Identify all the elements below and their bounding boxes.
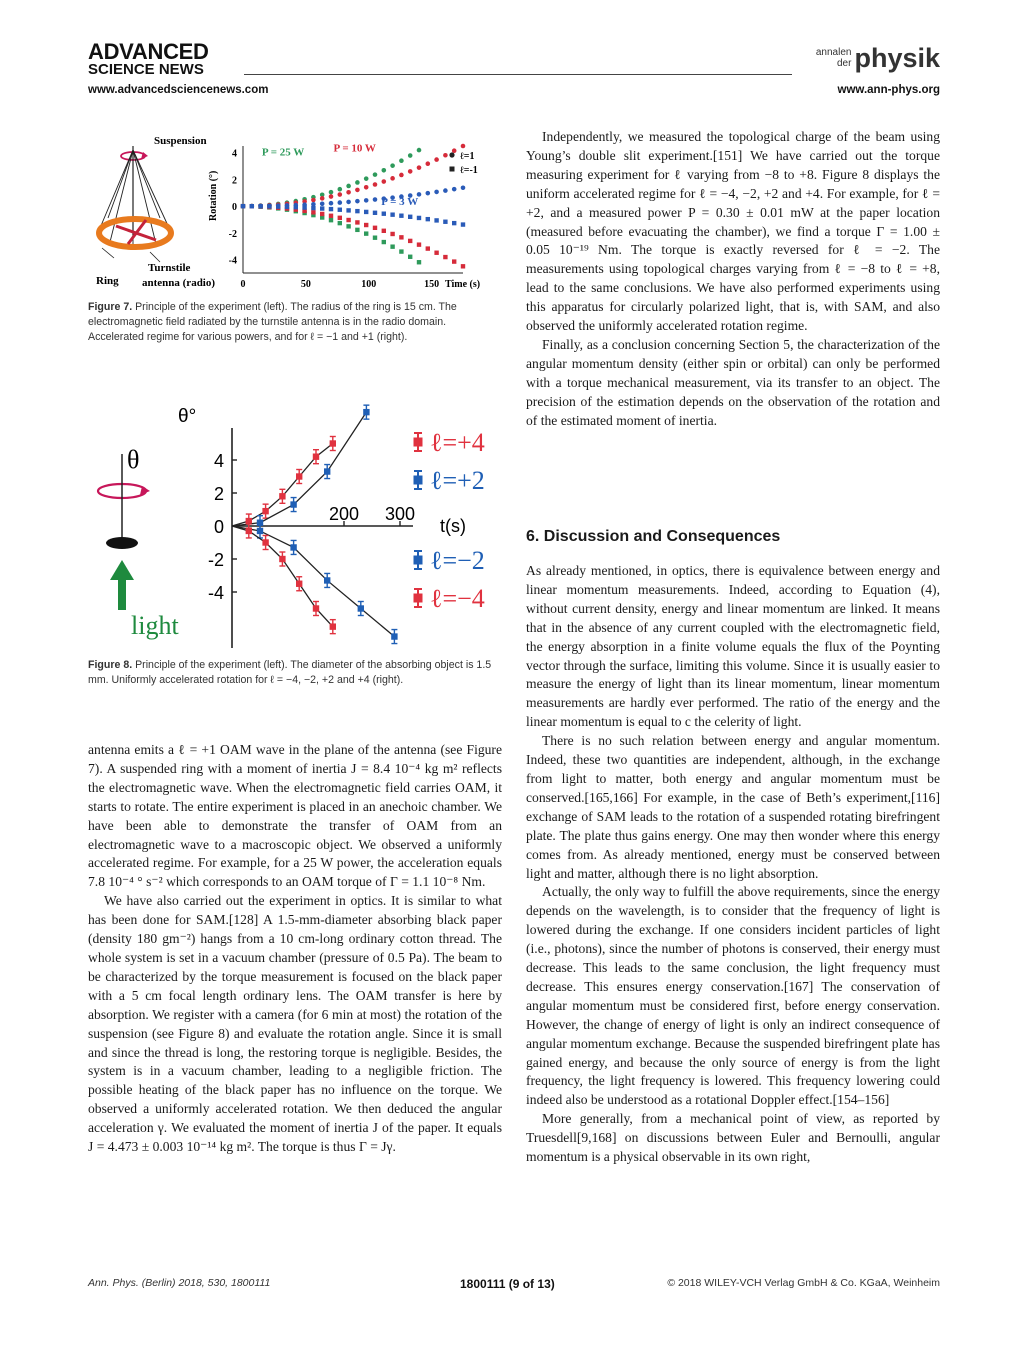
- fig7-data-point: [452, 148, 457, 153]
- fig8-data-point: [262, 539, 268, 545]
- fig7-ring-label: Ring: [96, 275, 119, 287]
- fig7-data-point: [426, 161, 431, 166]
- fig7-data-point: [320, 201, 325, 206]
- fig8-y-tick-label: 2: [213, 484, 224, 504]
- fig8-data-point: [246, 528, 252, 534]
- fig8-data-point: [296, 581, 302, 587]
- fig7-power-label: P = 3 W: [381, 195, 419, 208]
- fig8-data-point: [290, 501, 296, 507]
- fig7-data-point: [443, 153, 448, 158]
- fig8-legend-marker: [414, 594, 423, 603]
- fig7-data-point: [373, 211, 377, 215]
- fig8-data-point: [324, 577, 330, 583]
- fig7-data-point: [364, 223, 368, 227]
- figure-8: [88, 398, 502, 656]
- fig7-data-point: [443, 255, 447, 259]
- fig7-legend-entry: ℓ=-1: [460, 165, 478, 176]
- fig7-data-point: [373, 172, 378, 177]
- fig8-data-point: [262, 508, 268, 514]
- fig7-data-point: [399, 235, 403, 239]
- fig8-y-tick-label: 4: [213, 451, 224, 471]
- fig7-y-axis-label: Rotation (°): [208, 170, 219, 221]
- fig7-legend-marker-circle: [449, 152, 454, 157]
- fig7-data-point: [390, 232, 394, 236]
- fig7-data-point: [373, 197, 378, 202]
- journal-url[interactable]: www.ann-phys.org: [837, 84, 940, 96]
- fig7-x-tick-label: 100: [361, 279, 377, 290]
- fig7-data-point: [452, 221, 456, 225]
- fig7-data-point: [320, 206, 324, 210]
- fig8-data-point: [313, 605, 319, 611]
- fig8-y-tick-label: 0: [213, 517, 224, 537]
- fig7-x-tick-label: 150: [424, 279, 440, 290]
- fig7-data-point: [408, 255, 412, 259]
- fig8-legend-entry: ℓ=−4: [430, 584, 485, 613]
- fig7-data-point: [267, 204, 271, 208]
- fig8-data-point: [330, 440, 336, 446]
- fig7-data-point: [382, 212, 386, 216]
- fig7-data-point: [417, 260, 421, 264]
- fig7-data-point: [329, 207, 333, 211]
- fig7-data-point: [346, 208, 350, 212]
- fig8-y-tick-label: -4: [207, 583, 224, 603]
- fig8-absorber: [106, 537, 138, 549]
- fig7-data-point: [346, 224, 350, 228]
- fig7-data-point: [426, 246, 430, 250]
- fig8-legend-entry: ℓ=+2: [430, 466, 485, 495]
- left-column: [88, 741, 502, 1157]
- fig8-x-axis-label: t(s): [440, 516, 466, 536]
- fig7-x-tick-label: 0: [240, 279, 246, 290]
- figure-7-caption-text: Principle of the experiment (left). The radius of the ring is 15 cm. The electromagnetic field radiated by the turnstile antenna is in the radio domain. Accelerated regime for various powers, and for ℓ = −1 and +1 (right).: [88, 301, 457, 343]
- fig7-data-point: [443, 220, 447, 224]
- fig7-data-point: [258, 204, 262, 208]
- fig7-data-point: [399, 173, 404, 178]
- section-6-paragraph-4: More generally, from a mechanical point of view, as reported by Truesdell[9,168] on discussions between Euler and Bernoulli, angular momentum is a physical observable in its own right,: [526, 1111, 940, 1165]
- fig7-data-point: [241, 204, 245, 208]
- fig7-data-point: [276, 204, 280, 208]
- section-6-body: [526, 562, 940, 1167]
- fig7-data-point: [382, 168, 387, 173]
- fig7-y-tick-label: -2: [228, 228, 237, 240]
- brand-line1: ADVANCED: [88, 39, 209, 64]
- right-paragraph-2: Finally, as a conclusion concerning Section 5, the characterization of the angular momentum density (either spin or orbital) can only be performed with a torque mechanical measurement, via its transfer to an object. The precision of the estimation depends on the observation of the rotation and of the estimated moment of inertia.: [526, 336, 940, 428]
- fig7-data-point: [302, 205, 306, 209]
- fig7-data-point: [382, 179, 387, 184]
- journal-logo: [816, 44, 940, 72]
- fig7-data-point: [355, 228, 359, 232]
- figure-7-caption-label: Figure 7.: [88, 301, 133, 313]
- footer-citation: Ann. Phys. (Berlin) 2018, 530, 1800111: [88, 1277, 271, 1289]
- fig7-data-point: [338, 208, 342, 212]
- fig7-data-point: [329, 190, 334, 195]
- fig7-turnstile-antenna: [116, 220, 156, 244]
- fig7-data-point: [426, 191, 431, 196]
- fig7-data-point: [461, 185, 466, 190]
- fig7-data-point: [461, 144, 466, 149]
- section-6-paragraph-3: Actually, the only way to fulfill the above requirements, since the energy depends on the wavelength, is to consider that the frequency of light is lowered during the exchange. If one considers incident particles of light (i.e., photons), since the number of photons is conserved, their energy must decrease. This leads to the same conclusion, the light frequency must decrease. This ensures energy conservation.[167] The conservation of angular momentum must be considered first, before energy conservation. However, the change of energy of light is only an indirect consequence of angular momentum exchange. Because the suspended birefringent plate has gained energy, and because the only source of energy is from the light frequency, the light frequency is lowered. This frequency lowering could indeed also be understood as a rotational Doppler effect.[154–156]: [526, 884, 940, 1108]
- fig8-fit-curve: [232, 526, 394, 637]
- fig7-data-point: [346, 218, 350, 222]
- fig8-data-point: [279, 493, 285, 499]
- fig7-data-point: [443, 188, 448, 193]
- figure-8-caption-label: Figure 8.: [88, 659, 133, 671]
- fig7-data-point: [373, 182, 378, 187]
- fig7-plot: [208, 142, 480, 290]
- figure-8-caption-text: Principle of the experiment (left). The diameter of the absorbing object is 1.5 mm. Uniformly accelerated rotation for ℓ = −4, −2, +2 and +4 (right).: [88, 659, 492, 686]
- fig8-data-point: [363, 409, 369, 415]
- fig7-data-point: [338, 187, 343, 192]
- fig7-data-point: [399, 158, 404, 163]
- fig7-data-point: [364, 176, 369, 181]
- fig7-data-point: [346, 184, 351, 189]
- fig7-data-point: [329, 218, 333, 222]
- fig7-data-point: [294, 205, 298, 209]
- fig8-data-point: [313, 454, 319, 460]
- fig7-data-point: [434, 251, 438, 255]
- fig7-legend-marker-square: [450, 167, 455, 172]
- fig7-data-point: [408, 239, 412, 243]
- fig8-data-point: [330, 623, 336, 629]
- fig8-plot: [178, 405, 485, 648]
- fig7-data-point: [390, 244, 394, 248]
- fig7-y-tick-label: 2: [232, 175, 237, 187]
- fig7-data-point: [461, 264, 465, 268]
- fig7-data-point: [311, 206, 315, 210]
- figure-8-caption: [88, 658, 502, 688]
- publisher-logo: [88, 39, 209, 78]
- fig7-x-axis-label: Time (s): [445, 279, 481, 290]
- fig7-data-point: [382, 240, 386, 244]
- fig7-data-point: [399, 214, 403, 218]
- fig7-data-point: [346, 190, 351, 195]
- fig7-data-point: [355, 180, 360, 185]
- fig7-data-point: [434, 190, 439, 195]
- fig7-power-label: P = 10 W: [333, 142, 376, 155]
- publisher-url[interactable]: www.advancedsciencenews.com: [88, 84, 269, 96]
- fig8-legend-entry: ℓ=+4: [430, 428, 485, 457]
- fig7-data-point: [390, 212, 394, 216]
- fig8-y-axis-label: θ°: [178, 406, 197, 427]
- journal-logo-big: physik: [854, 43, 940, 73]
- fig7-y-tick-label: -4: [228, 255, 237, 267]
- fig7-data-point: [355, 199, 360, 204]
- fig7-data-point: [434, 157, 439, 162]
- fig7-y-tick-label: 0: [232, 202, 237, 214]
- fig7-data-point: [434, 218, 438, 222]
- fig7-data-point: [364, 198, 369, 203]
- journal-logo-small: annalen der: [815, 47, 852, 69]
- fig7-antenna-label: antenna (radio): [142, 277, 216, 289]
- header-rule: [244, 74, 792, 75]
- left-paragraph-1: antenna emits a ℓ = +1 OAM wave in the plane of the antenna (see Figure 7). A suspended ring with a moment of inertia J = 8.4 10⁻⁴ kg m² reflects the electromagnetic wave. When the electromagnetic field carries OAM, it starts to rotate. The entire experiment is placed in an anechoic chamber. We have been able to demonstrate the transfer of OAM from an electromagnetic wave to a macroscopic object. We observed a uniformly accelerated regime. For example, for a 25 W power, the acceleration equals 7.8 10⁻⁴ ° s⁻² which corresponds to an OAM torque of Γ = 1.1 10⁻⁸ Nm.: [88, 742, 502, 890]
- fig8-y-tick-label: -2: [207, 550, 224, 570]
- fig7-data-point: [408, 169, 413, 174]
- section-6-paragraph-1: As already mentioned, in optics, there is equivalence between energy and linear momentum measurements. Indeed, according to Equation (4), without current density, energy and linear momentum are linked. It means that in the absence of any current coupled with the electromagnetic field, the energy absorption in a finite volume equals the flux of the Poynting vector through the surface, limiting this volume. Since it is usually easier to measure the energy of light than its linear momentum, linear momentum measurements are hardly ever performed. The ratio of the energy and the linear momentum is equal to c the celerity of light.: [526, 563, 940, 730]
- fig7-data-point: [408, 153, 413, 158]
- fig8-data-point: [391, 633, 397, 639]
- fig7-data-point: [338, 221, 342, 225]
- fig7-data-point: [329, 214, 333, 218]
- fig7-data-point: [364, 210, 368, 214]
- fig7-power-label: P = 25 W: [261, 146, 305, 159]
- brand-line2: SCIENCE NEWS: [88, 61, 204, 78]
- fig8-theta-label: θ: [127, 445, 140, 474]
- fig7-data-point: [399, 249, 403, 253]
- figure-7-caption: [88, 300, 502, 345]
- fig7-x-tick-label: 50: [300, 279, 311, 290]
- fig8-data-point: [296, 473, 302, 479]
- fig7-data-point: [320, 196, 325, 201]
- fig7-data-point: [452, 259, 456, 263]
- fig7-data-point: [355, 209, 359, 213]
- fig7-data-point: [382, 229, 386, 233]
- fig8-light-arrow-icon: [110, 560, 134, 610]
- figure-7: [88, 128, 502, 298]
- fig7-data-point: [461, 222, 465, 226]
- fig7-data-point: [329, 194, 334, 199]
- fig8-data-point: [257, 528, 263, 534]
- fig7-data-point: [338, 192, 343, 197]
- fig8-x-tick-label: 300: [384, 504, 416, 524]
- footer-copyright: © 2018 WILEY-VCH Verlag GmbH & Co. KGaA, Weinheim: [667, 1277, 940, 1289]
- fig7-data-point: [355, 188, 360, 193]
- footer-page-number: 1800111 (9 of 13): [460, 1277, 555, 1291]
- fig7-suspension-label: Suspension: [154, 135, 207, 147]
- fig7-data-point: [364, 185, 369, 190]
- left-paragraph-2: We have also carried out the experiment in optics. It is similar to what has been done for SAM.[128] A 1.5-mm-diameter absorbing black paper (density 180 gm⁻²) hangs from a 10 cm-long ordinary cotton thread. The whole system is set in a vacuum chamber (pressure of 0.5 Pa). The beam to be characterized by the torque measurement is focused on the black paper with a 5 cm focal length ordinary lens. The OAM transfer is here by absorption. We register with a camera (for 6 min at most) the rotation of the suspension (see Figure 8) and evaluate the rotation angle. Since it is small and since the thread is long, the restoring torque is negligible. Besides, the system is in a vacuum chamber, leading to a negligible friction. The possible heating of the black paper has no influence on the torque. We observed a uniformly accelerated rotation. We then deduced the angular acceleration γ. We evaluated the moment of inertia J of the paper. It equals J = 4.473 ± 0.003 10⁻¹⁴ kg m². The torque is thus Γ = Jγ.: [88, 893, 502, 1155]
- fig8-data-point: [290, 544, 296, 550]
- fig7-data-point: [373, 236, 377, 240]
- fig8-data-point: [358, 605, 364, 611]
- fig8-legend-marker: [414, 438, 423, 447]
- fig7-data-point: [311, 198, 316, 203]
- fig8-light-label: light: [131, 611, 179, 640]
- fig7-data-point: [373, 226, 377, 230]
- fig7-data-point: [417, 242, 421, 246]
- fig7-data-point: [338, 200, 343, 205]
- fig7-y-tick-label: 4: [232, 148, 237, 160]
- fig7-data-point: [364, 231, 368, 235]
- fig7-data-point: [390, 176, 395, 181]
- fig7-data-point: [452, 187, 457, 192]
- fig7-data-point: [417, 148, 422, 153]
- fig7-data-point: [250, 204, 254, 208]
- fig8-legend-entry: ℓ=−2: [430, 546, 485, 575]
- fig7-data-point: [285, 205, 289, 209]
- fig7-data-point: [355, 220, 359, 224]
- fig7-data-point: [417, 216, 421, 220]
- right-column: [526, 128, 940, 431]
- fig8-data-point: [279, 556, 285, 562]
- fig7-data-point: [311, 210, 315, 214]
- fig8-data-point: [324, 468, 330, 474]
- fig7-data-point: [408, 215, 412, 219]
- fig8-rotation-arrow-icon: [98, 484, 150, 498]
- fig7-data-point: [417, 165, 422, 170]
- fig7-turnstile-label: Turnstile: [148, 262, 191, 274]
- fig8-x-tick-label: 200: [328, 504, 360, 524]
- fig7-data-point: [346, 200, 351, 205]
- fig7-legend-entry: ℓ=1: [460, 151, 475, 162]
- fig7-data-point: [338, 216, 342, 220]
- section-6-paragraph-2: There is no such relation between energy and angular momentum. Indeed, these two quantities are independent, although, in the exchange from light to matter, both energy and angular momentum must be conserved.[165,166] For example, in the case of Beth’s experiment,[116] exchange of SAM leads to the rotation of a suspended rotating birefringent plate. The plate thus gains energy. One may then wonder where this energy comes from. As already mentioned, energy must be conserved between light and matter, although there is no light absorption.: [526, 733, 940, 881]
- fig7-data-point: [329, 201, 334, 206]
- fig8-legend-marker: [414, 476, 423, 485]
- fig7-data-point: [426, 217, 430, 221]
- right-paragraph-1: Independently, we measured the topological charge of the beam using Young’s double slit experiment.[151] We have carried out the torque measuring experiment for ℓ varying from −8 to +8. Figure 8 displays the uniform accelerated regime for ℓ = −4, −2, +2 and +4. For example, for ℓ = +2, and a measured power P = 0.30 ± 0.01 mW at the paper location (measured before evacuating the chamber), we find a torque Γ = 1.00 ± 0.05 10⁻¹⁹ Nm. The torque is exactly reversed for ℓ = −2. The measurements using topological charges varying from ℓ = −8 to ℓ = +8, lead to the same conclusions. We have also performed experiments using this apparatus for circularly polarized light, that is, with SAM, and also observed the uniformly accelerated rotation regime.: [526, 129, 940, 334]
- fig7-data-point: [390, 163, 395, 168]
- fig8-legend-marker: [414, 556, 423, 565]
- section-6-heading: 6. Discussion and Consequences: [526, 528, 781, 545]
- fig7-data-point: [320, 212, 324, 216]
